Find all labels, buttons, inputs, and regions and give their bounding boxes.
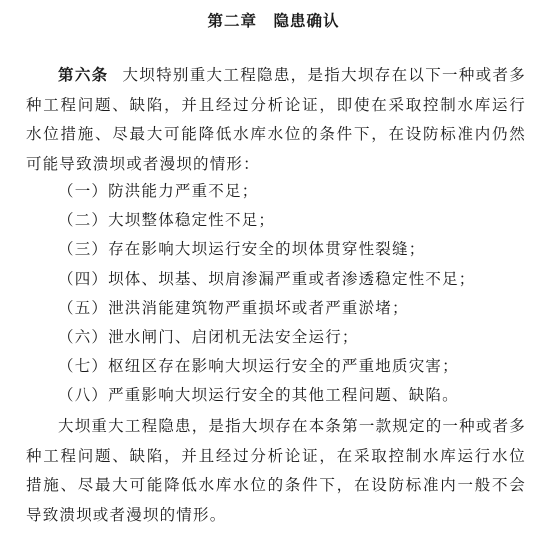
list-item: （六）泄水闸门、启闭机无法安全运行； bbox=[58, 328, 359, 347]
list-item: （四）坝体、坝基、坝肩渗漏严重或者渗透稳定性不足； bbox=[58, 269, 476, 288]
chapter-title: 第二章 隐患确认 bbox=[207, 12, 340, 30]
article-label: 第六条 bbox=[58, 66, 109, 84]
list-item: （五）泄洪消能建筑物严重损坏或者严重淤堵； bbox=[58, 298, 409, 317]
hazard-list bbox=[58, 177, 528, 411]
article-intro-paragraph bbox=[26, 61, 526, 179]
list-item: （七）枢纽区存在影响大坝运行安全的严重地质灾害； bbox=[58, 357, 459, 376]
list-item: （一）防洪能力严重不足； bbox=[58, 182, 259, 200]
list-item: （二）大坝整体稳定性不足； bbox=[58, 211, 276, 230]
list-item: （三）存在影响大坝运行安全的坝体贯穿性裂缝； bbox=[58, 240, 426, 259]
article-intro-text: 大坝特别重大工程隐患，是指大坝存在以下一种或者多种工程问题、缺陷，并且经过分析论证，即使在采取控制水库运行水位措施、尽最大可能降低水库水位的条件下，在设防标准内仍然可能导致溃坝或者漫坝的情形： bbox=[26, 66, 526, 173]
article-closing-paragraph: 大坝重大工程隐患，是指大坝存在本条第一款规定的一种或者多种工程问题、缺陷，并且经过分析论证，在采取控制水库运行水位措施、尽最大可能降低水库水位的条件下，在设防标准内一般不会导致溃坝或者漫坝的情形。 bbox=[26, 417, 526, 524]
list-item: （八）严重影响大坝运行安全的其他工程问题、缺陷。 bbox=[58, 386, 459, 405]
